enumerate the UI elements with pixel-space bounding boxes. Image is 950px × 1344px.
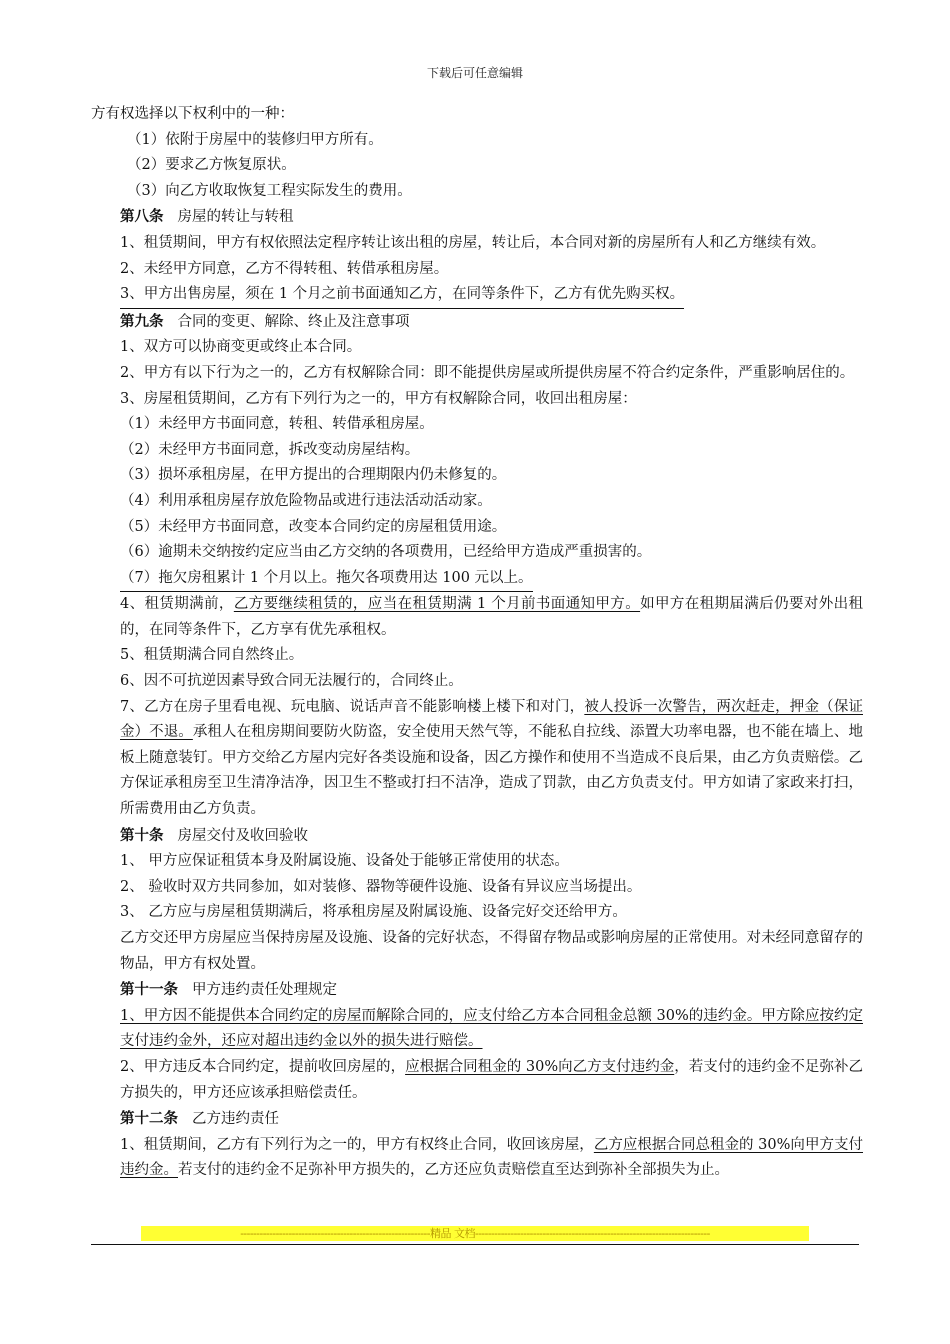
- clause-text: 承租人在租房期间要防火防盗，安全使用天然气等，不能私自拉线、添置大功率电器，也不能在墙上、地板上随意装钉。甲方交给乙方屋内完好各类设施和设备，因乙方操作和使用不当造成不良后果，由乙方负责赔偿。乙方保证承租房至卫生清净洁净，因卫生不整或打扫不洁净，造成了罚款，由乙方负责支付。甲方如请了家政来打扫，所需费用由乙方负责。: [120, 724, 864, 818]
- underlined-clause: 乙方应根据合同总租金的 30%向甲方支付违约金。: [120, 1136, 863, 1179]
- article-heading: [91, 1106, 863, 1133]
- paragraph: 方有权选择以下权利中的一种：: [91, 106, 294, 122]
- paragraph: 5、租赁期满合同自然终止。: [120, 647, 304, 664]
- clause-text: 2、甲方违反本合同约定，提前收回房屋的，: [120, 1058, 406, 1075]
- article-heading: [91, 977, 863, 1004]
- article-number: 第十二条: [120, 1110, 178, 1128]
- clause-text: 1、租赁期间，乙方有下列行为之一的，甲方有权终止合同，收回该房屋，: [120, 1136, 594, 1153]
- article-number: 第十一条: [120, 981, 178, 999]
- list-item: [91, 566, 863, 593]
- paragraph: [91, 282, 863, 309]
- underlined-clause: 1、甲方因不能提供本合同约定的房屋而解除合同的，应支付给乙方本合同租金总额 30%的违约金。甲方除应按约定支付违约金外，还应对超出违约金以外的损失进行赔偿。: [120, 1007, 863, 1050]
- article-number: 第八条: [120, 208, 164, 226]
- clause-text: 7、乙方在房子里看电视、玩电脑、说话声音不能影响楼上楼下和对门，: [120, 698, 585, 715]
- page-header: 下载后可任意编辑: [426, 66, 523, 80]
- article-title: 乙方违约责任: [192, 1111, 279, 1128]
- underlined-clause: （7）拖欠房租累计 1 个月以上。拖欠各项费用达 100 元以上。: [120, 566, 533, 593]
- paragraph: [91, 1133, 863, 1184]
- paragraph: 2、未经甲方同意，乙方不得转租、转借承租房屋。: [120, 260, 449, 277]
- article-title: 房屋交付及收回验收: [177, 827, 308, 844]
- paragraph: 2、 验收时双方共同参加，如对装修、器物等硬件设施、设备有异议应当场提出。: [120, 878, 642, 895]
- document-body: [91, 102, 863, 1184]
- paragraph: [91, 231, 863, 257]
- underlined-clause: 乙方要继续租赁的，应当在租赁期满 1 个月前书面通知甲方。: [233, 596, 641, 613]
- article-number: 第十条: [120, 826, 164, 844]
- underlined-clause: 被人投诉一次警告，两次赶走，押金（保证金）不退。: [120, 698, 863, 741]
- clause-text: ，若支付的违约金不足弥补乙方损失的，甲方还应该承担赔偿责任。: [120, 1058, 863, 1101]
- clause-text: 4、租赁期满前，: [120, 596, 234, 613]
- footer-divider: [91, 1244, 859, 1245]
- paragraph: [91, 592, 863, 643]
- underlined-clause: 3、甲方出售房屋，须在 1 个月之前书面通知乙方，在同等条件下，乙方有优先购买权。: [120, 282, 684, 309]
- list-item: （2）要求乙方恢复原状。: [127, 157, 296, 174]
- paragraph: 1、双方可以协商变更或终止本合同。: [120, 339, 362, 356]
- paragraph: 3、 乙方应与房屋租赁期满后，将承租房屋及附属设施、设备完好交还给甲方。: [120, 904, 627, 921]
- article-number: 第九条: [120, 312, 164, 330]
- paragraph: 6、因不可抗逆因素导致合同无法履行的，合同终止。: [120, 673, 463, 690]
- article-heading: [91, 823, 863, 850]
- article-title: 房屋的转让与转租: [177, 209, 294, 226]
- clause-text: 1、租赁期间，甲方有权依照法定程序转让该出租的房屋，转让后，本合同对新的房屋所有人和乙方继续有效。: [120, 234, 826, 251]
- clause-text: 若支付的违约金不足弥补甲方损失的，乙方还应负责赔偿直至达到弥补全部损失为止。: [178, 1162, 729, 1179]
- article-heading: [91, 204, 863, 231]
- footer-banner: -----------------------------------------------------------精品 文档-------------------------------------------------------------------------: [141, 1226, 809, 1241]
- paragraph: 2、甲方有以下行为之一的，乙方有权解除合同：即不能提供房屋或所提供房屋不符合约定条件，严重影响居住的。: [120, 364, 855, 381]
- clause-text: 如甲方在租期届满后仍要对外出租的，在同等条件下，乙方享有优先承租权。: [120, 596, 864, 638]
- list-item: （4）利用承租房屋存放危险物品或进行违法活动活动家。: [120, 492, 492, 509]
- list-item: （1）未经甲方书面同意，转租、转借承租房屋。: [120, 416, 434, 433]
- list-item: （6）逾期未交纳按约定应当由乙方交纳的各项费用，已经给甲方造成严重损害的。: [120, 544, 652, 561]
- list-item: （5）未经甲方书面同意，改变本合同约定的房屋租赁用途。: [120, 518, 507, 535]
- article-title: 甲方违约责任处理规定: [192, 982, 337, 999]
- list-item: （3）损坏承租房屋，在甲方提出的合理期限内仍未修复的。: [120, 467, 507, 484]
- underlined-clause: 应根据合同租金的 30%向乙方支付违约金: [405, 1058, 675, 1075]
- list-item: （2）未经甲方书面同意，拆改变动房屋结构。: [120, 441, 420, 458]
- paragraph: 3、房屋租赁期间，乙方有下列行为之一的，甲方有权解除合同，收回出租房屋：: [120, 390, 637, 407]
- paragraph: [91, 1055, 863, 1106]
- list-item: （3）向乙方收取恢复工程实际发生的费用。: [127, 182, 412, 199]
- paragraph: 乙方交还甲方房屋应当保持房屋及设施、设备的完好状态，不得留存物品或影响房屋的正常使用。对未经同意留存的物品，甲方有权处置。: [120, 930, 863, 972]
- list-item: （1）依附于房屋中的装修归甲方所有。: [127, 131, 383, 148]
- paragraph: [91, 1004, 863, 1055]
- article-heading: [91, 309, 863, 336]
- paragraph: [91, 695, 863, 823]
- paragraph: 1、 甲方应保证租赁本身及附属设施、设备处于能够正常使用的状态。: [120, 853, 569, 870]
- article-title: 合同的变更、解除、终止及注意事项: [177, 313, 410, 330]
